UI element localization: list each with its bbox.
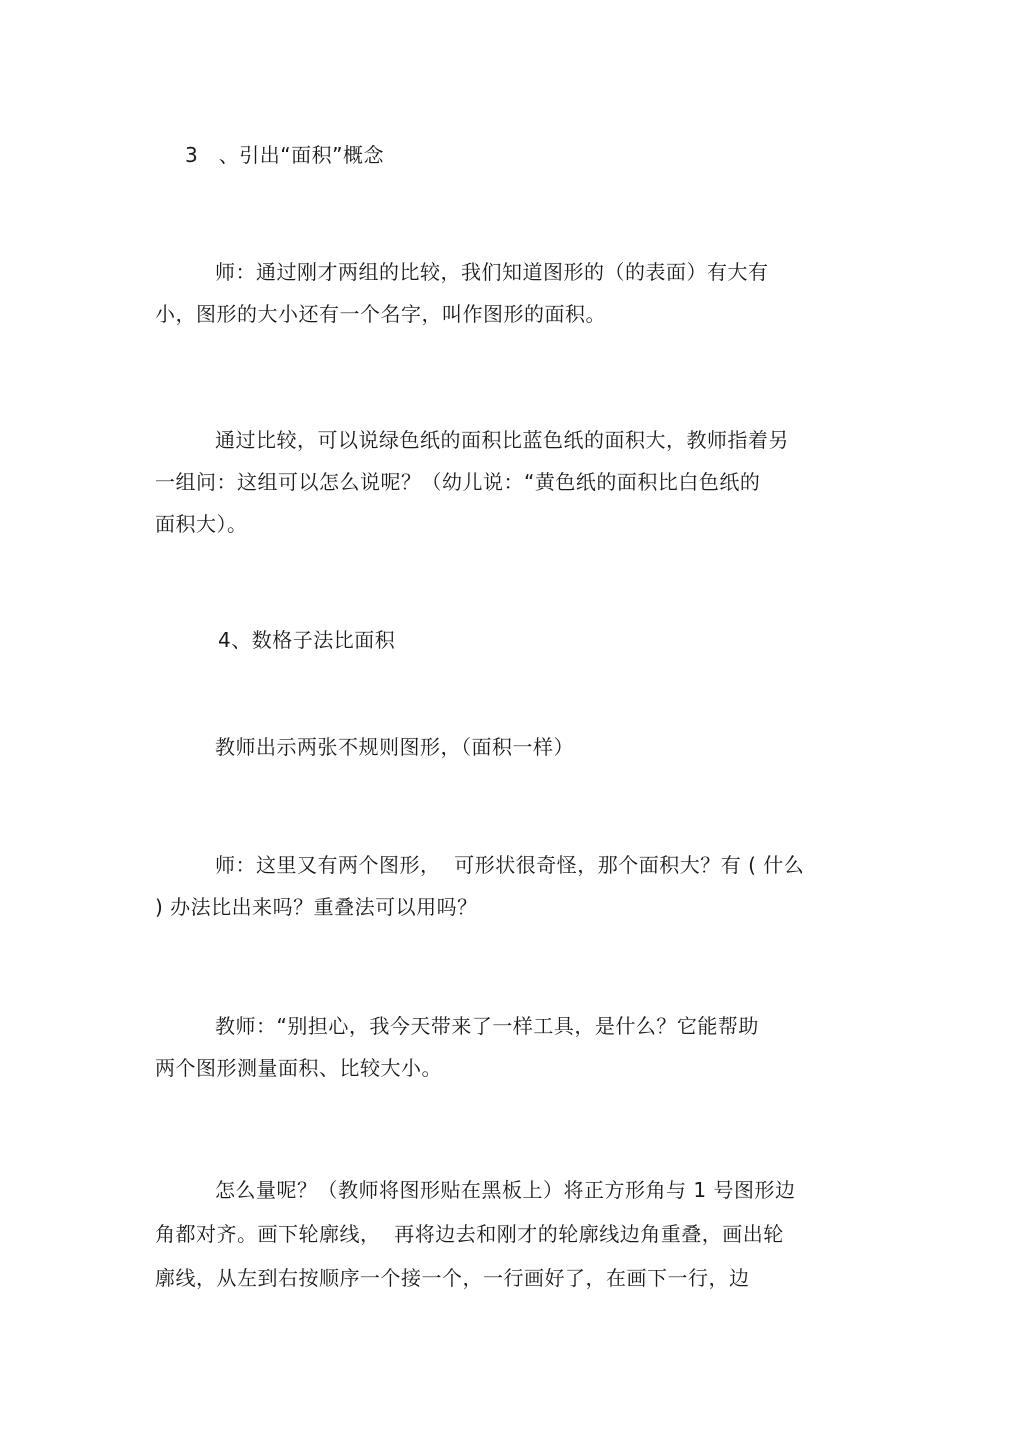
paragraph-line: 面积大）。 — [155, 512, 248, 536]
paragraph-line: 教师出示两张不规则图形，（面积一样） — [215, 735, 574, 759]
paragraph-line: 一组问：这组可以怎么说呢？（幼儿说：“黄色纸的面积比白色纸的 — [155, 470, 761, 494]
paragraph-line: 廓线，从左到右按顺序一个接一个，一行画好了，在画下一行，边 — [155, 1266, 750, 1290]
section-4-heading: 4、数格子法比面积 — [218, 628, 396, 652]
paragraph-line: 怎么量呢？（教师将图形贴在黑板上）将正方形角与 1 号图形边 — [215, 1178, 796, 1202]
paragraph-line: ) 办法比出来吗？重叠法可以用吗？ — [155, 895, 478, 919]
section-3-heading: 3 、引出“面积”概念 — [185, 143, 384, 167]
paragraph-line: 小，图形的大小还有一个名字，叫作图形的面积。 — [155, 302, 606, 326]
paragraph-line: 角都对齐。画下轮廓线， 再将边去和刚才的轮廓线边角重叠，画出轮 — [155, 1222, 784, 1246]
paragraph-line: 两个图形测量面积、比较大小。 — [155, 1056, 442, 1080]
paragraph-line: 教师：“别担心，我今天带来了一样工具，是什么？它能帮助 — [215, 1014, 759, 1038]
paragraph-line: 通过比较，可以说绿色纸的面积比蓝色纸的面积大，教师指着另 — [215, 428, 789, 452]
paragraph-line: 师：这里又有两个图形， 可形状很奇怪，那个面积大？有 ( 什么 — [215, 853, 805, 877]
paragraph-line: 师：通过刚才两组的比较，我们知道图形的（的表面）有大有 — [215, 260, 769, 284]
